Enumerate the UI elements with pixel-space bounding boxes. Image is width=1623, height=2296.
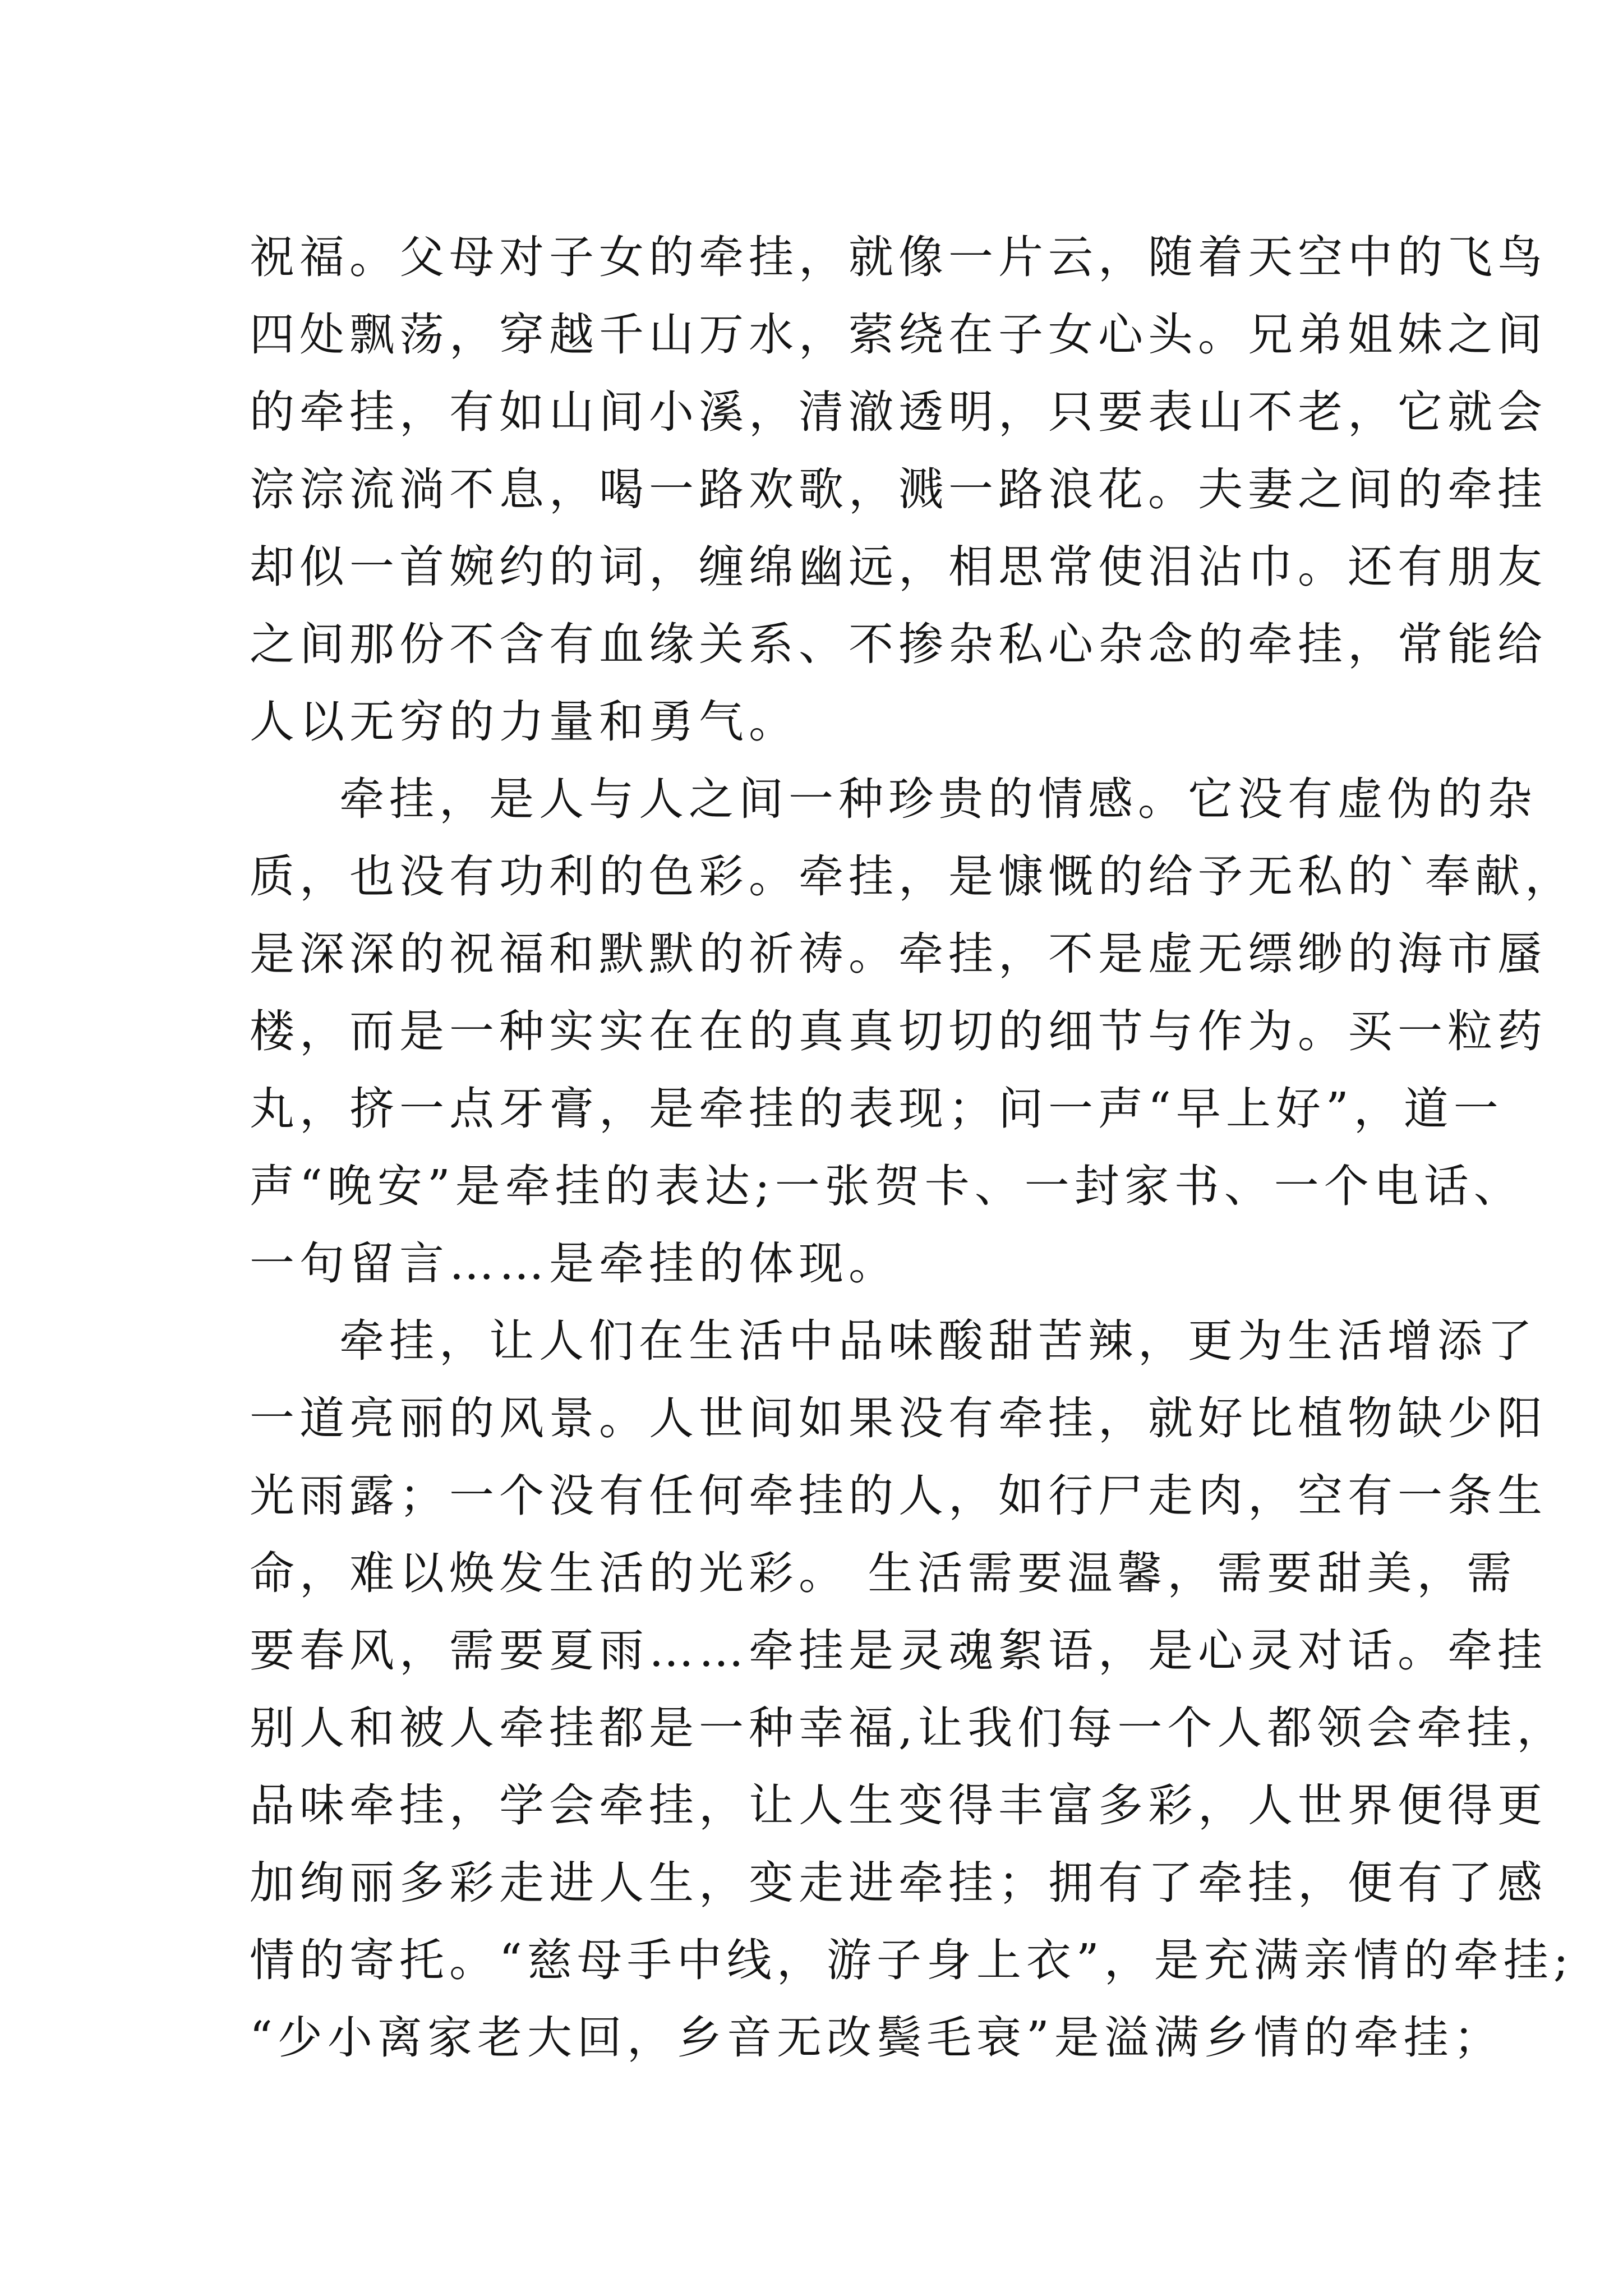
text-line: 之间那份不含有血缘关系、不掺杂私心杂念的牵挂，常能给 bbox=[250, 618, 1547, 670]
text-line: 人以无穷的力量和勇气。 bbox=[250, 696, 799, 748]
text-line: 声“晚安”是牵挂的表达;一张贺卡、一封家书、一个电话、 bbox=[250, 1160, 1524, 1212]
text-line: 却似一首婉约的词，缠绵幽远，相思常使泪沾巾。还有朋友 bbox=[250, 541, 1547, 593]
text-line: 光雨露；一个没有任何牵挂的人，如行尸走肉，空有一条生 bbox=[250, 1470, 1547, 1522]
text-line: 加绚丽多彩走进人生，变走进牵挂；拥有了牵挂，便有了感 bbox=[250, 1857, 1547, 1909]
text-line: 牵挂，让人们在生活中品味酸甜苦辣，更为生活增添了 bbox=[339, 1315, 1537, 1367]
text-line: 楼，而是一种实实在在的真真切切的细节与作为。买一粒药 bbox=[250, 1005, 1547, 1057]
text-line: 命，难以焕发生活的光彩。 生活需要温馨，需要甜美，需 bbox=[250, 1547, 1517, 1599]
text-line: 一句留言……是牵挂的体现。 bbox=[250, 1237, 898, 1290]
text-line: 别人和被人牵挂都是一种幸福,让我们每一个人都领会牵挂， bbox=[250, 1702, 1567, 1754]
text-line: “少小离家老大回，乡音无改鬓毛衰”是溢满乡情的牵挂； bbox=[250, 2012, 1504, 2064]
text-line: 淙淙流淌不息，喝一路欢歌，溅一路浪花。夫妻之间的牵挂 bbox=[250, 463, 1547, 516]
text-line: 一道亮丽的风景。人世间如果没有牵挂，就好比植物缺少阳 bbox=[250, 1392, 1547, 1444]
text-line: 祝福。父母对子女的牵挂，就像一片云，随着天空中的飞鸟 bbox=[250, 231, 1547, 283]
text-line: 要春风，需要夏雨……牵挂是灵魂絮语，是心灵对话。牵挂 bbox=[250, 1625, 1547, 1677]
text-line: 是深深的祝福和默默的祈祷。牵挂，不是虚无缥缈的海市蜃 bbox=[250, 928, 1547, 980]
text-line: 牵挂，是人与人之间一种珍贵的情感。它没有虚伪的杂 bbox=[339, 773, 1537, 825]
text-line: 四处飘荡，穿越千山万水，萦绕在子女心头。兄弟姐妹之间 bbox=[250, 309, 1547, 361]
text-line: 情的寄托。“慈母手中线，游子身上衣”，是充满亲情的牵挂; bbox=[250, 1934, 1574, 1986]
text-line: 的牵挂，有如山间小溪，清澈透明，只要表山不老，它就会 bbox=[250, 386, 1547, 438]
text-line: 丸，挤一点牙膏，是牵挂的表现；问一声“早上好”，道一 bbox=[250, 1083, 1504, 1135]
text-line: 品味牵挂，学会牵挂，让人生变得丰富多彩，人世界便得更 bbox=[250, 1779, 1547, 1832]
text-line: 质，也没有功利的色彩。牵挂，是慷慨的给予无私的`奉献， bbox=[250, 850, 1575, 903]
